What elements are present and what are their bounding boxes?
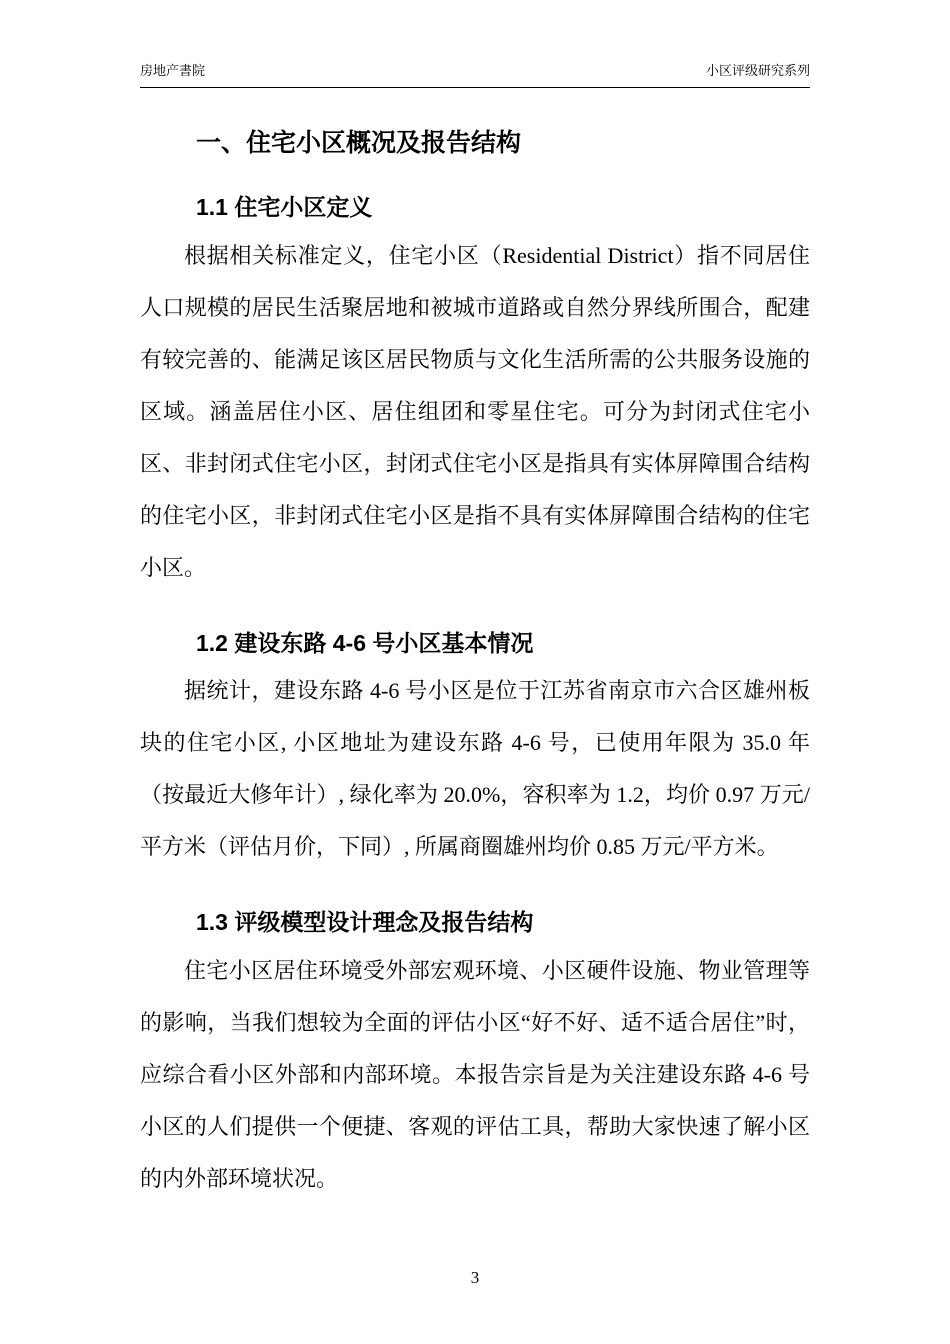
section-body-1-1: 根据相关标准定义，住宅小区（Residential District）指不同居住人口规模的居民生活聚居地和被城市道路或自然分界线所围合，配建有较完善的、能满足该区居民物质与文化生活所需的公共服务设施的区域。涵盖居住小区、居住组团和零星住宅。可分为封闭式住宅小区、非封闭式住宅小区，封闭式住宅小区是指具有实体屏障围合结构的住宅小区，非封闭式住宅小区是指不具有实体屏障围合结构的住宅小区。 [140, 242, 810, 580]
section-body-1-2: 据统计，建设东路 4-6 号小区是位于江苏省南京市六合区雄州板块的住宅小区, 小区地址为建设东路 4-6 号，已使用年限为 35.0 年（按最近大修年计）, 绿化率为 20.0%，容积率为 1.2，均价 0.97 万元/平方米（评估月价，下同）, 所属商圈雄州均价 0.85 万元/平方米。 [140, 678, 810, 860]
page-number: 3 [470, 1268, 480, 1287]
section-heading-1-1: 1.1 住宅小区定义 [196, 194, 373, 221]
header-left-text: 房地产書院 [140, 63, 206, 78]
page-footer [0, 1268, 950, 1288]
section-heading-1-2: 1.2 建设东路 4-6 号小区基本情况 [196, 629, 534, 656]
chapter-title: 一、住宅小区概况及报告结构 [196, 129, 522, 158]
page-header [140, 62, 810, 88]
section-heading-1-3: 1.3 评级模型设计理念及报告结构 [196, 909, 534, 936]
section-body-1-3: 住宅小区居住环境受外部宏观环境、小区硬件设施、物业管理等的影响，当我们想较为全面的评估小区“好不好、适不适合居住”时，应综合看小区外部和内部环境。本报告宗旨是为关注建设东路 4-6 号小区的人们提供一个便捷、客观的评估工具，帮助大家快速了解小区的内外部环境状况。 [140, 957, 810, 1191]
header-right-text: 小区评级研究系列 [705, 63, 810, 78]
